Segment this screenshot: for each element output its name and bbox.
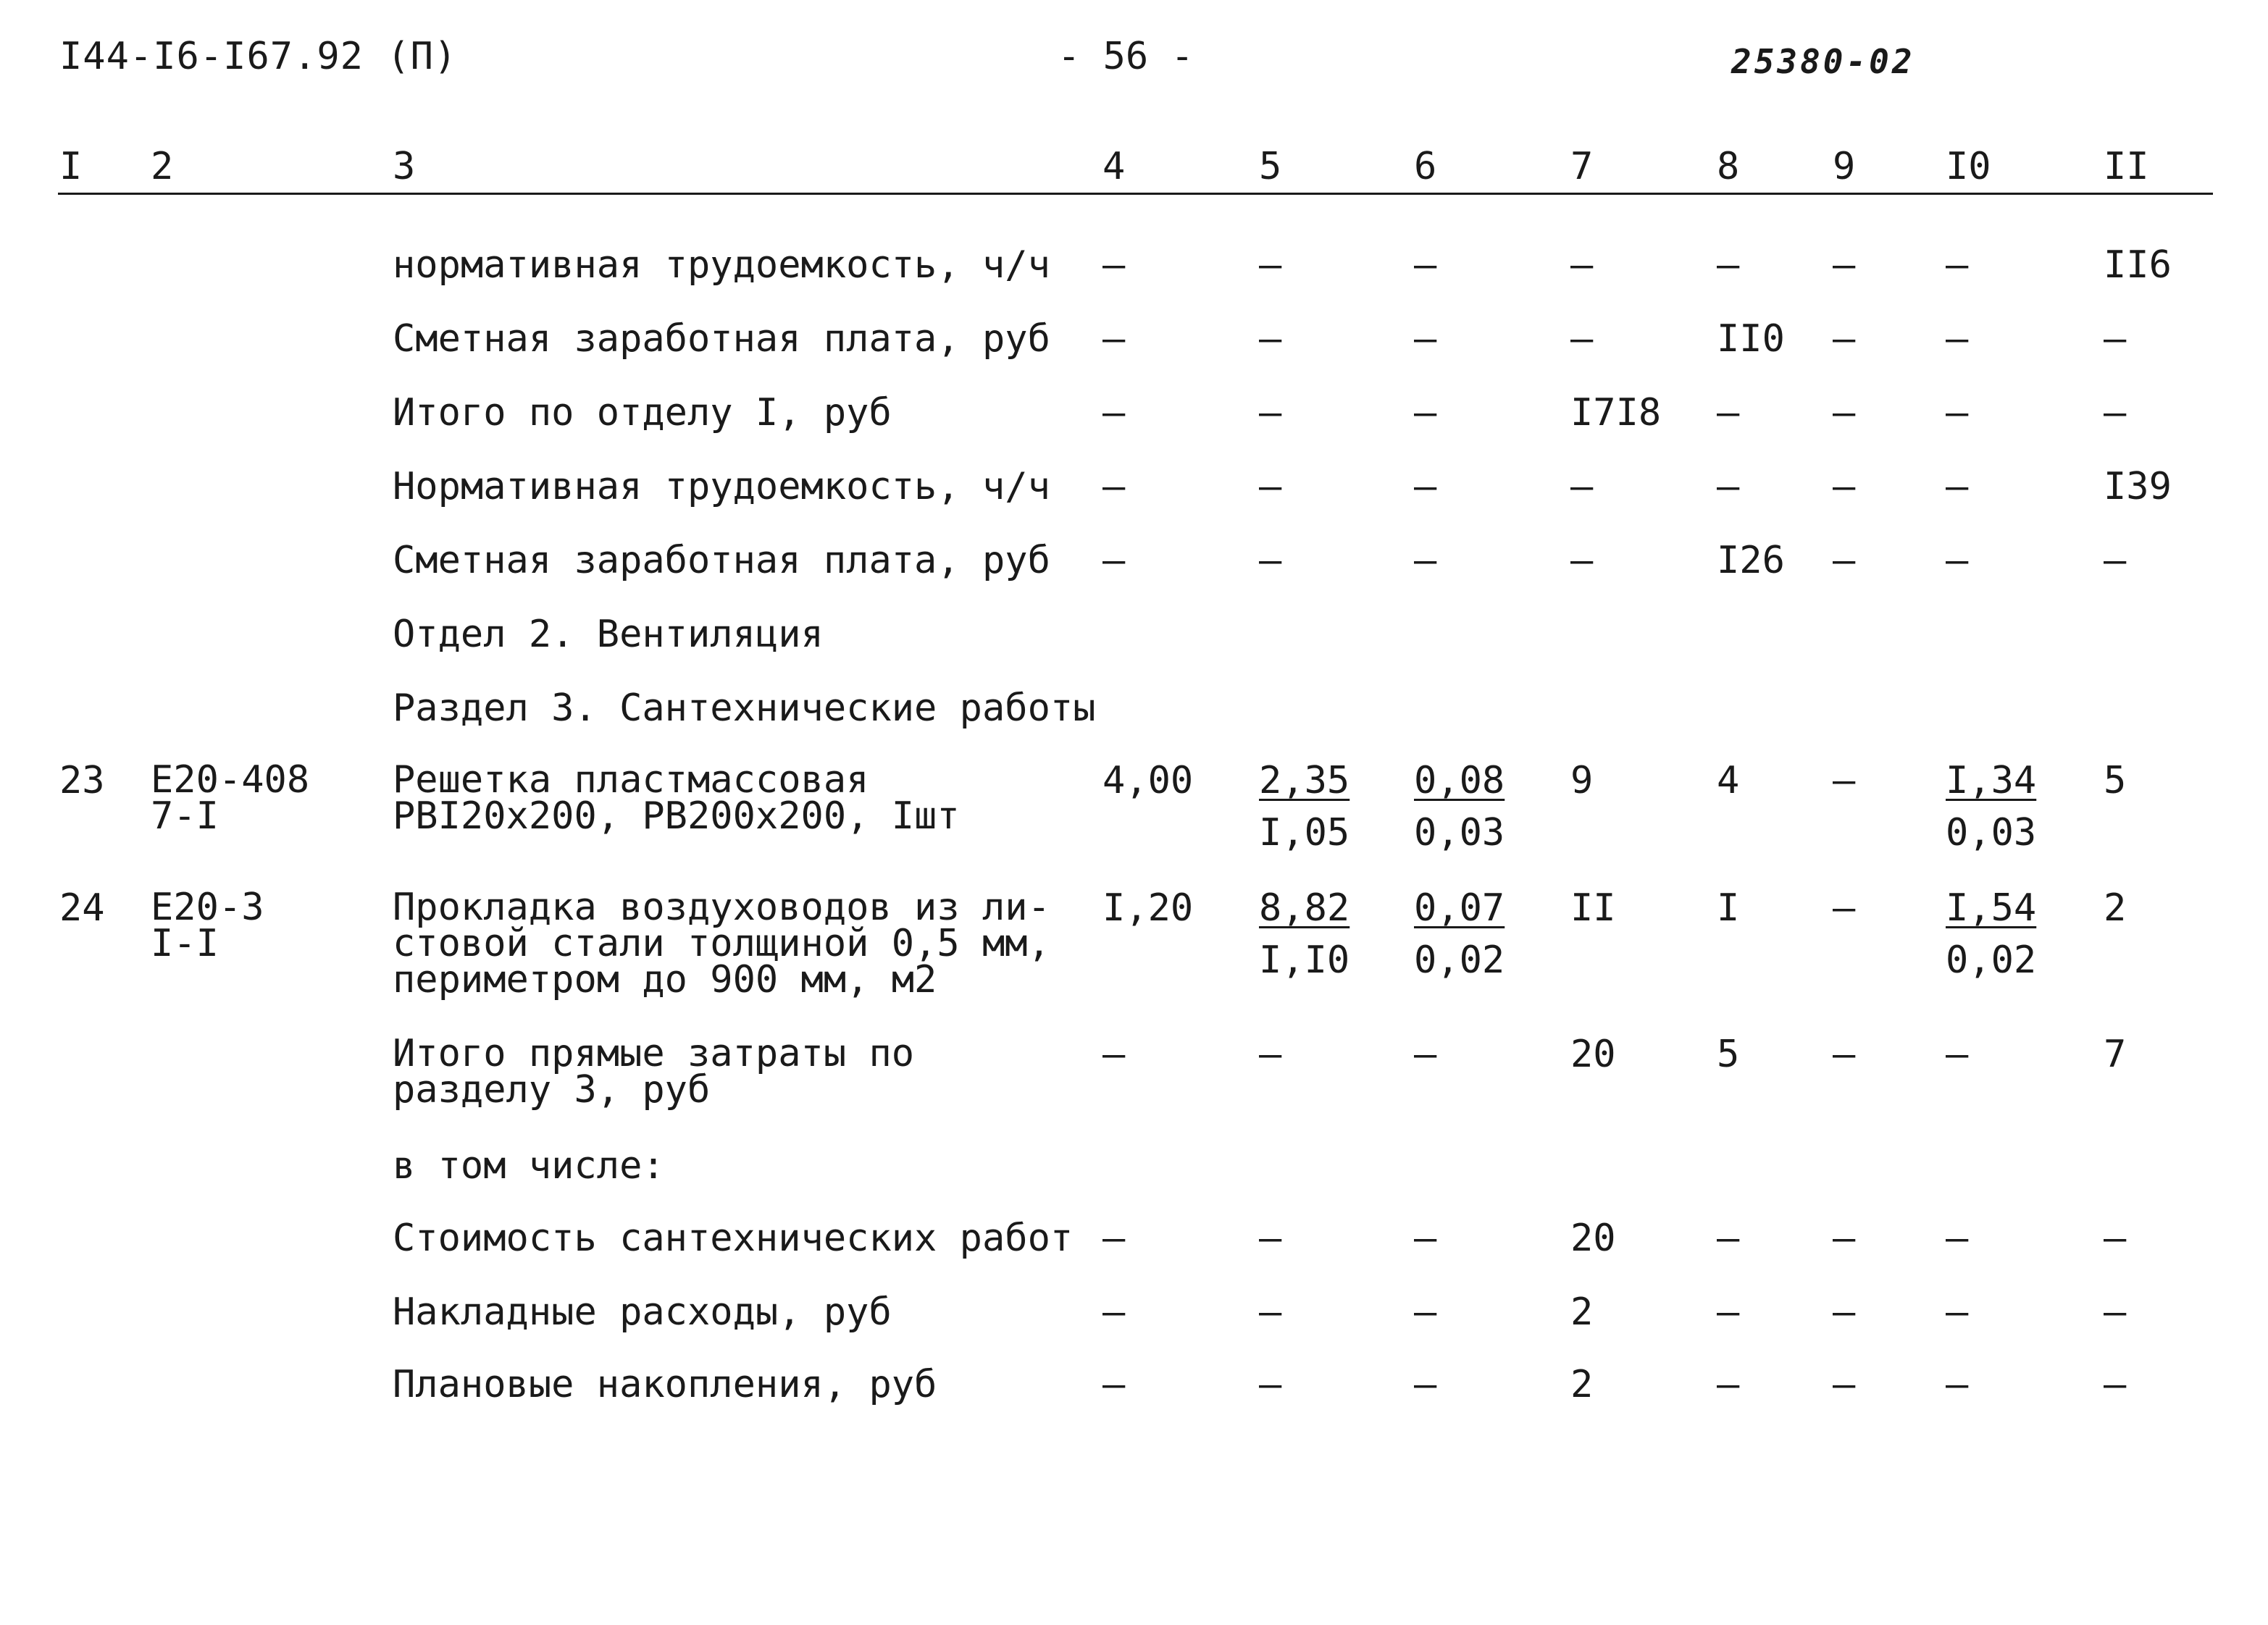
- cell-col9: –: [1833, 1217, 1856, 1260]
- row-description: нормативная трудоемкость, ч/ч: [393, 243, 1050, 287]
- cell-col7: 2: [1570, 1363, 1594, 1406]
- cell-col7: 20: [1570, 1033, 1616, 1076]
- cell-col4: –: [1102, 465, 1126, 508]
- cell-col4: I,20: [1102, 886, 1194, 930]
- cell-col9: –: [1833, 465, 1856, 508]
- row-code: Е20-3 I-I: [151, 886, 264, 965]
- cell-col8: I26: [1717, 539, 1785, 582]
- cell-col7: –: [1570, 317, 1594, 361]
- cell-col6: –: [1414, 1363, 1437, 1406]
- cell-col5: 2,35: [1259, 759, 1350, 802]
- cell-col8: 5: [1717, 1033, 1740, 1076]
- column-header-2: 2: [151, 145, 174, 188]
- cell-col8: –: [1717, 1217, 1740, 1260]
- cell-col10: –: [1946, 243, 1969, 287]
- cell-col9: –: [1833, 1033, 1856, 1076]
- cell-col5: –: [1259, 391, 1282, 434]
- cell-col4: –: [1102, 1217, 1126, 1260]
- column-header-3: 3: [393, 145, 416, 188]
- cell-col4: –: [1102, 317, 1126, 361]
- cell-col6: –: [1414, 317, 1437, 361]
- cell-col5: –: [1259, 539, 1282, 582]
- cell-col4: –: [1102, 1290, 1126, 1334]
- column-header-5: 5: [1259, 145, 1282, 188]
- row-code: Е20-408 7-I: [151, 758, 310, 838]
- cell-col11: 5: [2104, 759, 2127, 802]
- cell-col8: II0: [1717, 317, 1785, 361]
- cell-col8: –: [1717, 465, 1740, 508]
- cell-col7: I7I8: [1570, 391, 1662, 434]
- cell-col9: –: [1833, 243, 1856, 287]
- row-description: Прокладка воздуховодов из ли- стовой стали толщиной 0,5 мм, периметром до 900 мм, м2: [393, 886, 1050, 1002]
- cell-col4: –: [1102, 243, 1126, 287]
- cell-col7: –: [1570, 539, 1594, 582]
- row-description: Накладные расходы, руб: [393, 1290, 892, 1334]
- cell-col8: I: [1717, 886, 1740, 930]
- column-header-6: 6: [1414, 145, 1437, 188]
- column-header-row: [0, 145, 2268, 196]
- cell-col6: 0,07: [1414, 886, 1505, 930]
- cell-col11: II6: [2104, 243, 2172, 287]
- cell-col11: –: [2104, 1217, 2127, 1260]
- cell-col8: –: [1717, 243, 1740, 287]
- cell-col5-lower: I,05: [1259, 811, 1350, 855]
- cell-col4: –: [1102, 1033, 1126, 1076]
- cell-col10: I,34: [1946, 759, 2037, 802]
- cell-col5: –: [1259, 1290, 1282, 1334]
- row-description: Отдел 2. Вентиляция: [393, 613, 824, 656]
- row-description: в том числе:: [393, 1144, 665, 1188]
- cell-col11: –: [2104, 1290, 2127, 1334]
- cell-col9: –: [1833, 759, 1856, 802]
- row-number: 23: [59, 759, 105, 802]
- cell-col7: II: [1570, 886, 1616, 930]
- cell-col9: –: [1833, 1363, 1856, 1406]
- column-header-9: 9: [1833, 145, 1856, 188]
- row-description: Сметная заработная плата, руб: [393, 317, 1050, 361]
- cell-col6: –: [1414, 1217, 1437, 1260]
- row-description: Итого прямые затраты по разделу 3, руб: [393, 1032, 915, 1112]
- cell-col7: 9: [1570, 759, 1594, 802]
- cell-col4: 4,00: [1102, 759, 1194, 802]
- cell-col9: –: [1833, 391, 1856, 434]
- cell-col6: –: [1414, 539, 1437, 582]
- cell-col8: –: [1717, 1290, 1740, 1334]
- cell-col5: 8,82: [1259, 886, 1350, 930]
- row-description: Итого по отделу I, руб: [393, 391, 892, 434]
- row-description: Сметная заработная плата, руб: [393, 539, 1050, 582]
- cell-col6: 0,08: [1414, 759, 1505, 802]
- cell-col4: –: [1102, 1363, 1126, 1406]
- column-header-1: I: [59, 145, 83, 188]
- cell-col4: –: [1102, 539, 1126, 582]
- cell-col6: –: [1414, 1033, 1437, 1076]
- cell-col10: –: [1946, 391, 1969, 434]
- cell-col11: I39: [2104, 465, 2172, 508]
- column-header-8: 8: [1717, 145, 1740, 188]
- cell-col10: –: [1946, 1033, 1969, 1076]
- cell-col5: –: [1259, 1217, 1282, 1260]
- cell-col11: –: [2104, 1363, 2127, 1406]
- cell-col6: –: [1414, 1290, 1437, 1334]
- cell-col6: –: [1414, 391, 1437, 434]
- cell-col10-lower: 0,02: [1946, 939, 2037, 982]
- row-description: Нормативная трудоемкость, ч/ч: [393, 465, 1050, 508]
- cell-col11: 2: [2104, 886, 2127, 930]
- cell-col11: –: [2104, 317, 2127, 361]
- cell-col11: –: [2104, 539, 2127, 582]
- row-number: 24: [59, 886, 105, 930]
- cell-col5: –: [1259, 243, 1282, 287]
- cell-col10: –: [1946, 1290, 1969, 1334]
- cell-col4: –: [1102, 391, 1126, 434]
- page-header: [0, 35, 2268, 93]
- header-rule: [58, 193, 2213, 195]
- stamp-number: 25380-02: [1731, 42, 1915, 81]
- page-number: - 56 -: [1058, 35, 1194, 78]
- cell-col10: –: [1946, 539, 1969, 582]
- cell-col9: –: [1833, 539, 1856, 582]
- row-description: Плановые накопления, руб: [393, 1363, 937, 1406]
- cell-col11: 7: [2104, 1033, 2127, 1076]
- cell-col9: –: [1833, 317, 1856, 361]
- cell-col6-lower: 0,02: [1414, 939, 1505, 982]
- cell-col7: 20: [1570, 1217, 1616, 1260]
- cell-col5: –: [1259, 317, 1282, 361]
- column-header-11: II: [2104, 145, 2149, 188]
- cell-col5: –: [1259, 1033, 1282, 1076]
- cell-col10: –: [1946, 465, 1969, 508]
- row-description: Раздел 3. Сантехнические работы: [393, 686, 1096, 730]
- row-description: Решетка пластмассовая РВI20х200, РВ200х200, Iшт: [393, 758, 960, 838]
- cell-col9: –: [1833, 886, 1856, 930]
- row-description: Стоимость сантехнических работ: [393, 1217, 1074, 1260]
- cell-col5: –: [1259, 465, 1282, 508]
- cell-col9: –: [1833, 1290, 1856, 1334]
- cell-col6: –: [1414, 243, 1437, 287]
- cell-col7: –: [1570, 243, 1594, 287]
- cell-col7: –: [1570, 465, 1594, 508]
- cell-col8: –: [1717, 391, 1740, 434]
- cell-col10: –: [1946, 1363, 1969, 1406]
- cell-col6-lower: 0,03: [1414, 811, 1505, 855]
- column-header-7: 7: [1570, 145, 1594, 188]
- cell-col8: –: [1717, 1363, 1740, 1406]
- cell-col5: –: [1259, 1363, 1282, 1406]
- column-header-10: I0: [1946, 145, 1991, 188]
- cell-col7: 2: [1570, 1290, 1594, 1334]
- cell-col10: –: [1946, 1217, 1969, 1260]
- cell-col10: I,54: [1946, 886, 2037, 930]
- column-header-4: 4: [1102, 145, 1126, 188]
- cell-col5-lower: I,I0: [1259, 939, 1350, 982]
- cell-col10: –: [1946, 317, 1969, 361]
- cell-col6: –: [1414, 465, 1437, 508]
- cell-col8: 4: [1717, 759, 1740, 802]
- cell-col10-lower: 0,03: [1946, 811, 2037, 855]
- document-code: I44-I6-I67.92 (П): [59, 35, 458, 78]
- cell-col11: –: [2104, 391, 2127, 434]
